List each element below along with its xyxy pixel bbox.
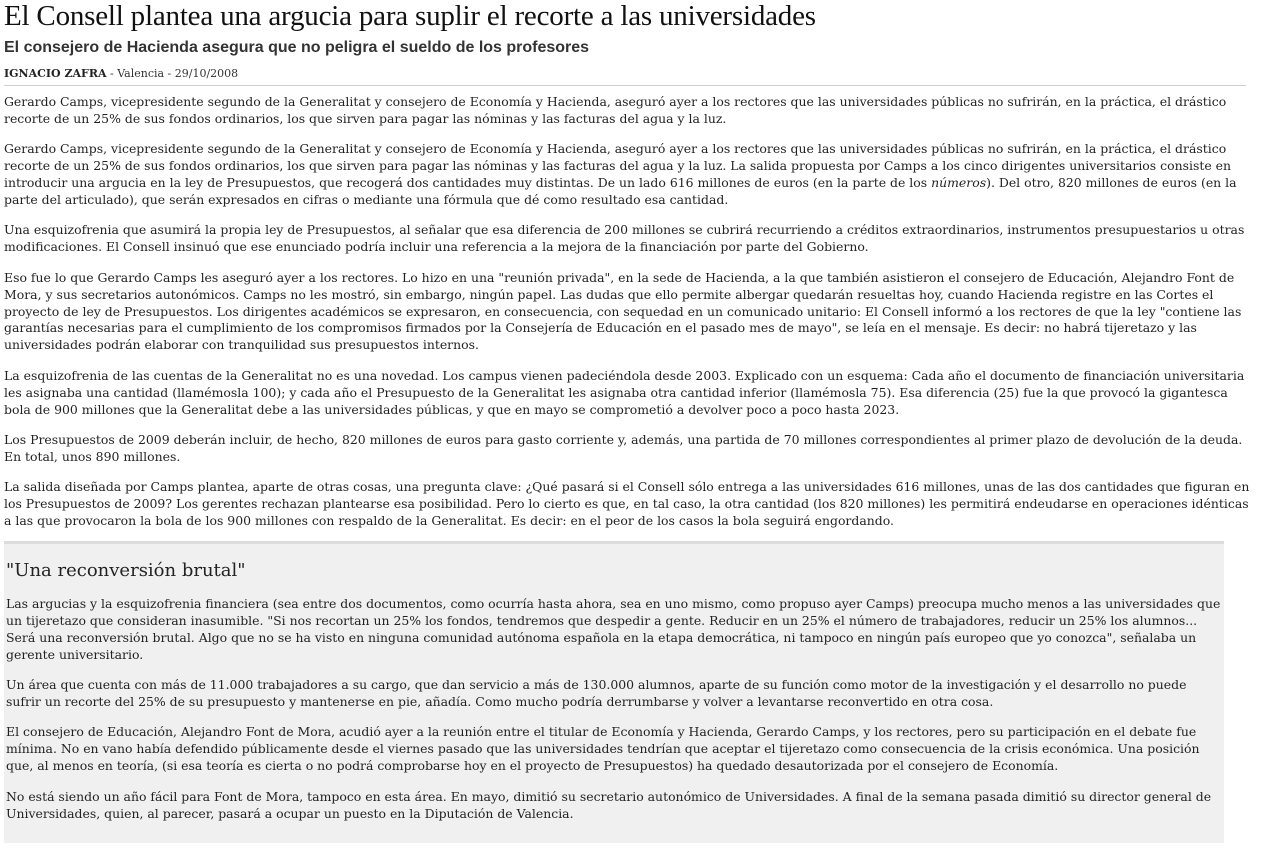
author-name[interactable]: IGNACIO ZAFRA <box>4 67 107 80</box>
body-paragraph: La esquizofrenia de las cuentas de la Generalitat no es una novedad. Los campus vienen padeciéndola desde 2003. Explicado con un esquema: Cada año el documento de financiación universitaria les asignaba una cantidad (llamémosla 100); y cada año el Presupuesto de la Generalitat les asignaba otra cantidad inferior (llamémosla 75). Esa diferencia (25) fue la que provocó la gigantesca bola de 900 millones que la Generalitat debe a las universidades públicas, y que en mayo se comprometió a devolver poco a poco hasta 2023. <box>4 367 1245 417</box>
sidebar-paragraph: Las argucias y la esquizofrenia financiera (sea entre dos documentos, como ocurría hasta ahora, sea en uno mismo, como propuso ayer Camps) preocupa mucho menos a las universidades que un tijeretazo que consideran inasumible. "Si nos recortan un 25% los fondos, tendremos que despedir a gente. Reducir en un 25% el número de trabajadores, reducir un 25% los alumnos... Será una reconversión brutal. Algo que no se ha visto en ninguna comunidad autónoma española en la etapa democrática, ni tampoco en ningún país europeo que yo conozca", señalaba un gerente universitario. <box>6 596 1221 662</box>
sidebar-box <box>4 541 1224 842</box>
paragraph-text: Gerardo Camps, vicepresidente segundo de la Generalitat y consejero de Economía y Hacienda, aseguró ayer a los rectores que las universidades públicas no sufrirán, en la práctica, el drástico recorte de un 25% de sus fondos ordinarios, los que sirven para pagar las nóminas y las facturas del agua y la luz. La salida propuesta por Camps a los cinco dirigentes universitarios consiste en introducir una argucia en la ley de Presupuestos, que recogerá dos cantidades muy distintas. De un lado 616 millones de euros (en la parte de los números). Del otro, 820 millones de euros (en la parte del articulado), que serán expresados en cifras o mediante una fórmula que dé como resultado esa cantidad. <box>4 141 1237 208</box>
sidebar-paragraph: No está siendo un año fácil para Font de Mora, tampoco en esta área. En mayo, dimitió su secretario autonómico de Universidades. A final de la semana pasada dimitió su director general de Universidades, quien, al parecer, pasará a ocupar un puesto en la Diputación de Valencia. <box>6 788 1212 821</box>
headline: El Consell plantea una argucia para suplir el recorte a las universidades <box>4 0 816 32</box>
byline <box>4 67 1250 81</box>
sidebar-paragraph: Un área que cuenta con más de 11.000 trabajadores a su cargo, que dan servicio a más de 130.000 alumnos, aparte de su función como motor de la investigación y el desarrollo no puede sufrir un recorte del 25% de su presupuesto y mantenerse en pie, añadía. Como mucho podría derrumbarse y volver a levantarse reconvertido en otra cosa. <box>6 677 1187 710</box>
body-paragraph <box>4 141 1250 209</box>
byline-location-date: - Valencia - 29/10/2008 <box>106 67 239 80</box>
body-paragraph: Los Presupuestos de 2009 deberán incluir, de hecho, 820 millones de euros para gasto corriente y, además, una partida de 70 millones correspondientes al primer plazo de devolución de la deuda. En total, unos 890 millones. <box>4 432 1243 464</box>
article-body <box>4 94 1250 530</box>
body-paragraph: Una esquizofrenia que asumirá la propia ley de Presupuestos, al señalar que esa diferencia de 200 millones se cubrirá recurriendo a créditos extraordinarios, instrumentos presupuestarios u otras modificaciones. El Consell insinuó que ese enunciado podría incluir una referencia a la mejora de la financiación por parte del Gobierno. <box>4 222 1245 255</box>
body-paragraph: Eso fue lo que Gerardo Camps les aseguró ayer a los rectores. Lo hizo en una "reunión privada", en la sede de Hacienda, a la que también asistieron el consejero de Educación, Alejandro Font de Mora, y sus secretarios autonómicos. Camps no les mostró, sin embargo, ningún papel. Las dudas que ello permite albergar quedarán resueltas hoy, cuando Hacienda registre en las Cortes el proyecto de ley de Presupuestos. Los dirigentes académicos se expresaron, en consecuencia, con sequedad en un comunicado unitario: El Consell informó a los rectores de que la ley "contiene las garantías necesarias para el cumplimiento de los compromisos firmados por la Consejería de Educación en el pasado mes de mayo", se leía en el mensaje. Es decir: no habrá tijeretazo y las universidades podrán elaborar con tranquilidad sus presupuestos internos. <box>4 269 1242 353</box>
body-paragraph: Gerardo Camps, vicepresidente segundo de la Generalitat y consejero de Economía y Hacienda, aseguró ayer a los rectores que las universidades públicas no sufrirán, en la práctica, el drástico recorte de un 25% de sus fondos ordinarios, los que sirven para pagar las nóminas y las facturas del agua y la luz. <box>4 94 1227 126</box>
divider <box>4 85 1246 86</box>
subheadline: El consejero de Hacienda asegura que no peligra el sueldo de los profesores <box>4 39 590 56</box>
sidebar-title: "Una reconversión brutal" <box>6 560 246 582</box>
sidebar-paragraph: El consejero de Educación, Alejandro Font de Mora, acudió ayer a la reunión entre el titular de Economía y Hacienda, Gerardo Camps, y los rectores, pero su participación en el debate fue mínima. No en vano había defendido públicamente desde el viernes pasado que las universidades tendrían que aceptar el tijeretazo como consecuencia de la crisis económica. Una posición que, al menos en teoría, (si esa teoría es cierta o no podrá comprobarse hoy en el proyecto de Presupuestos) ha quedado desautorizada por el consejero de Economía. <box>6 724 1200 774</box>
emphasis: números <box>931 175 987 191</box>
body-paragraph: La salida diseñada por Camps plantea, aparte de otras cosas, una pregunta clave: ¿Qué pasará si el Consell sólo entrega a las universidades 616 millones, unas de las dos cantidades que figuran en los Presupuestos de 2009? Los gerentes rechazan plantearse esa posibilidad. Pero lo cierto es que, en tal caso, la otra cantidad (los 820 millones) les permitirá endeudarse en operaciones idénticas a las que provocaron la bola de los 900 millones con respaldo de la Generalitat. Es decir: en el peor de los casos la bola seguirá engordando. <box>4 479 1250 529</box>
